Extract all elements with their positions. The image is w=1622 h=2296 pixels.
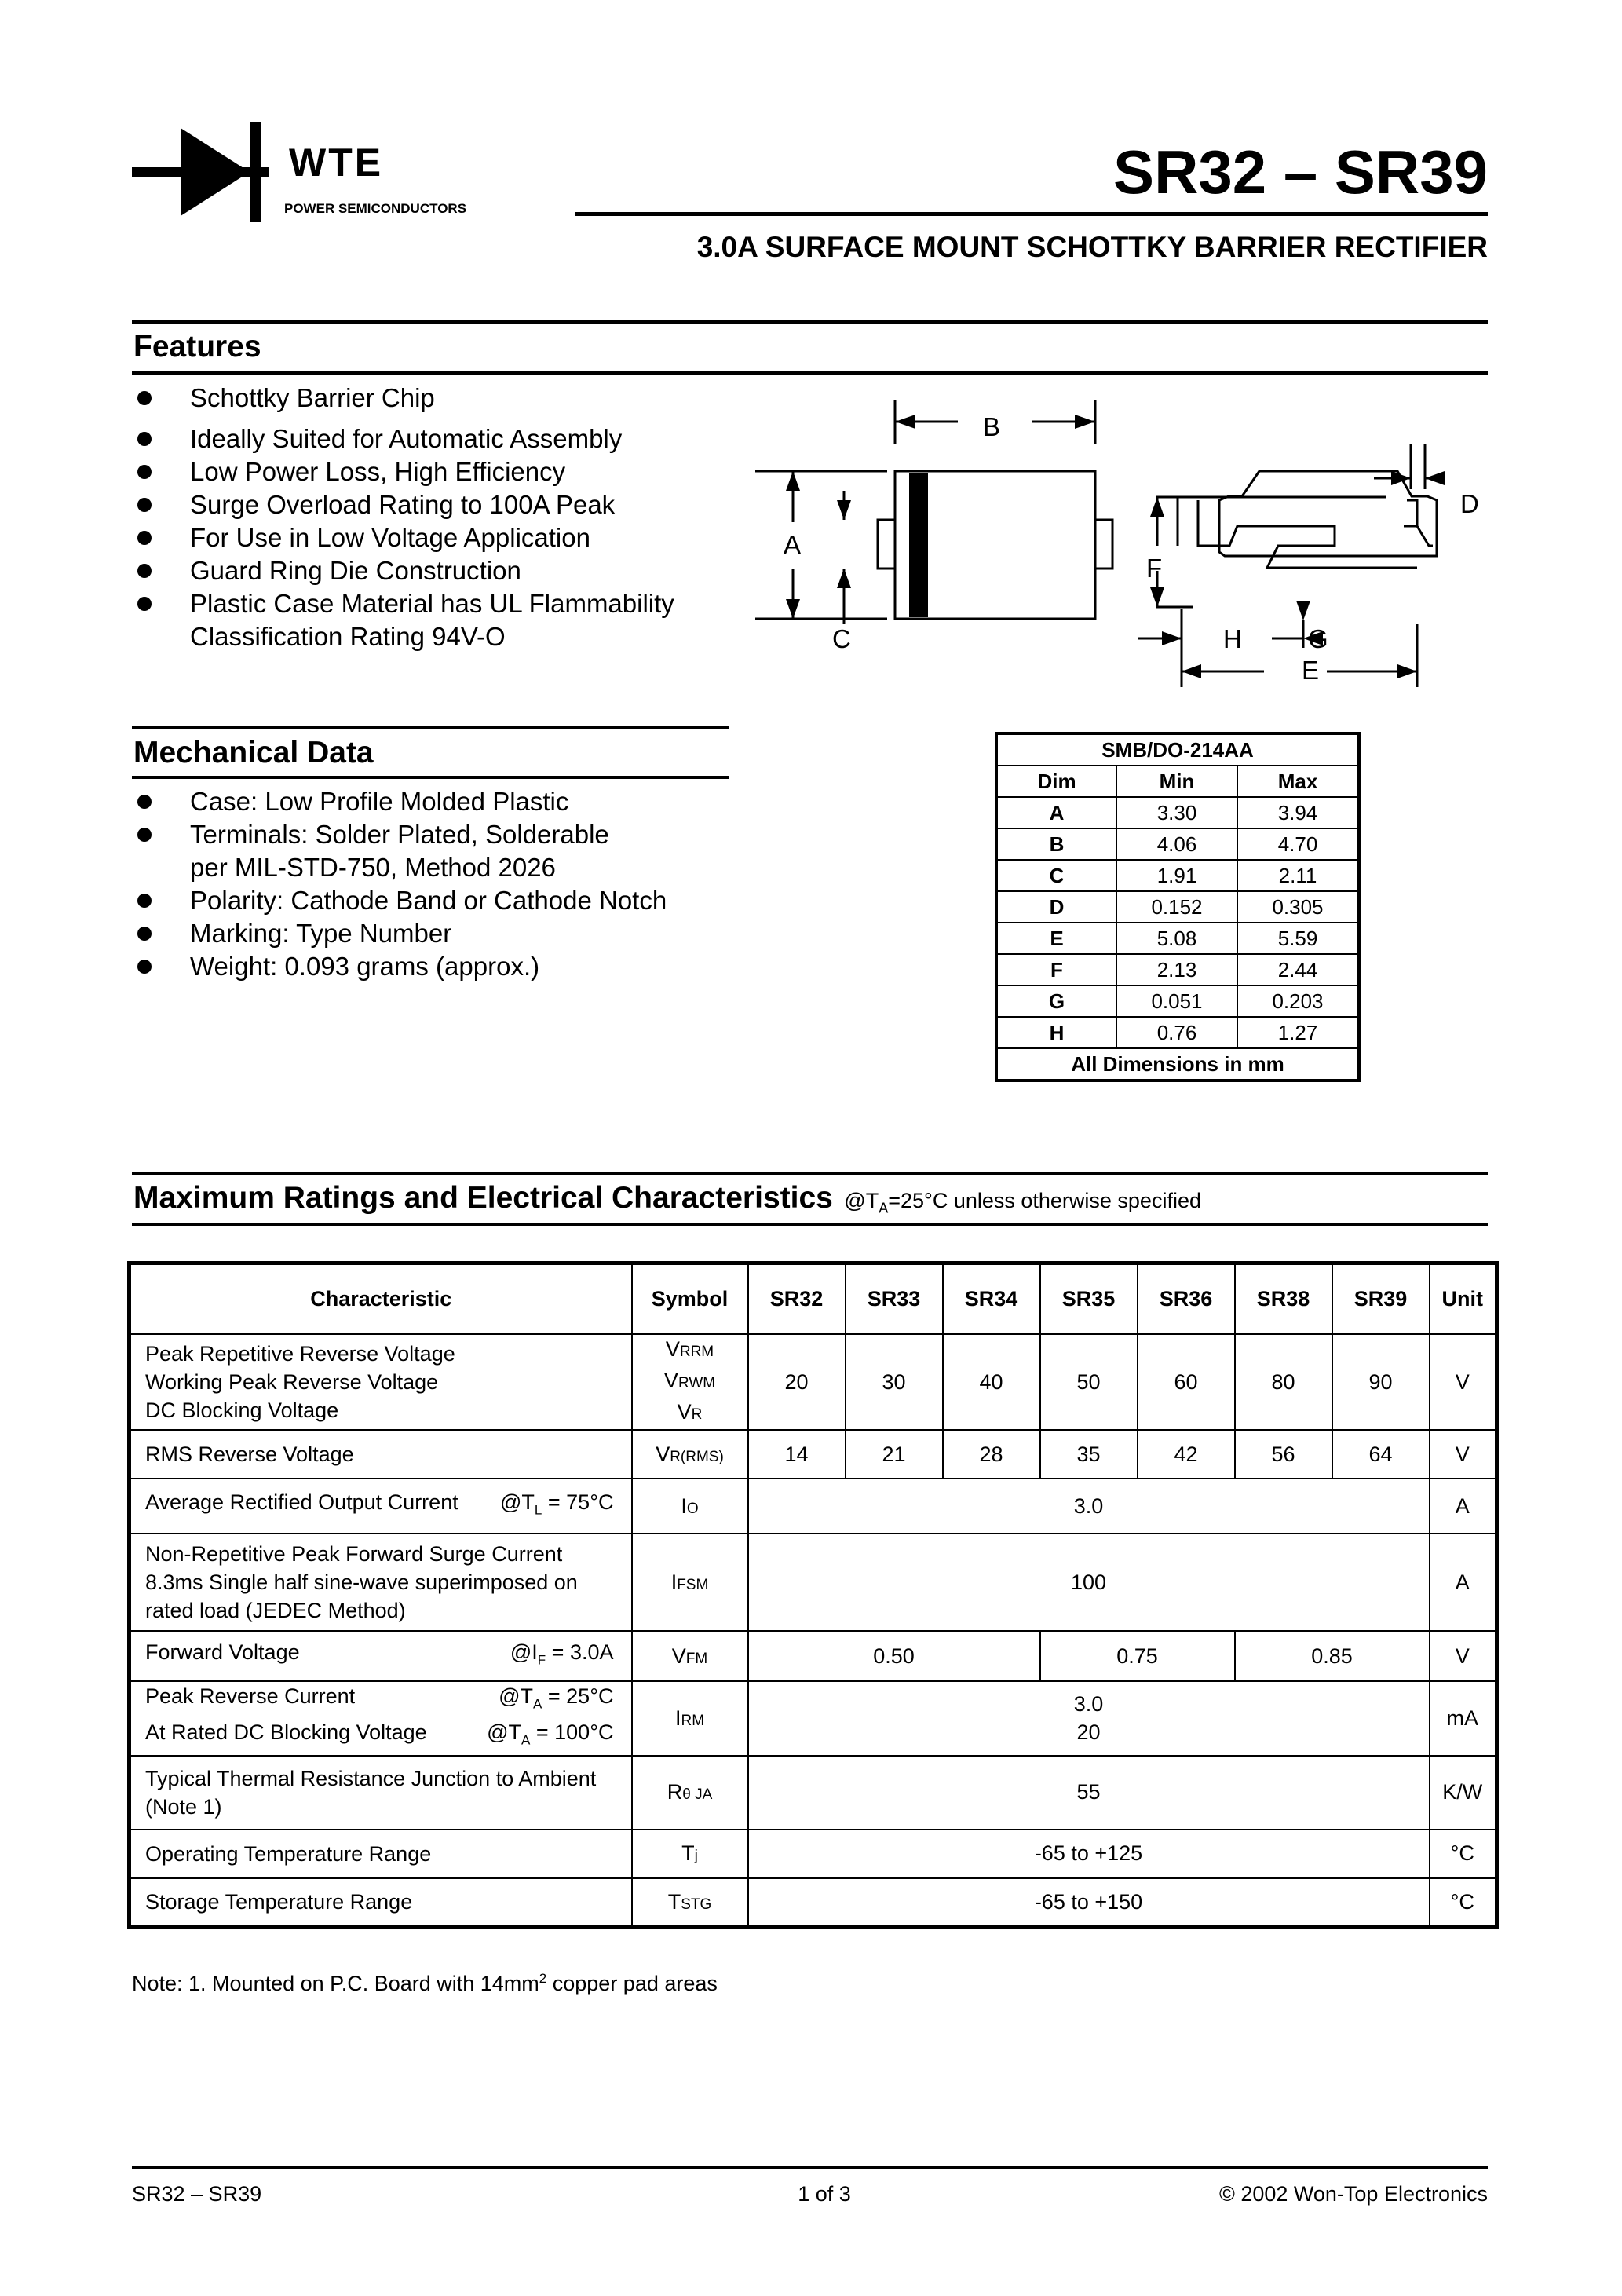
symbol-rth: Rθ JA	[632, 1756, 748, 1830]
dim-label-a: A	[784, 530, 802, 559]
header-part: SR36	[1138, 1263, 1235, 1335]
symbol-vfm: VFM	[632, 1631, 748, 1681]
mechanical-item: Weight: 0.093 grams (approx.)	[133, 950, 730, 983]
document-subtitle: 3.0A SURFACE MOUNT SCHOTTKY BARRIER RECTIFIER	[696, 231, 1488, 263]
dim-label-f: F	[1146, 554, 1163, 583]
dimension-table-package: SMB/DO-214AA	[996, 733, 1359, 766]
dimension-row: A 3.30 3.94	[996, 797, 1359, 828]
dimension-row: G 0.051 0.203	[996, 985, 1359, 1017]
mechanical-top-rule	[132, 726, 729, 729]
package-side-view	[1219, 471, 1437, 556]
logo-tagline: POWER SEMICONDUCTORS	[284, 201, 467, 216]
logo-wordmark: WTE	[289, 141, 384, 185]
dim-label-h: H	[1223, 624, 1242, 653]
mechanical-bottom-rule	[132, 776, 729, 779]
symbol-ifsm: IFSM	[632, 1534, 748, 1631]
feature-item: Ideally Suited for Automatic Assembly	[133, 422, 746, 455]
mechanical-item: Marking: Type Number	[133, 917, 730, 950]
dimension-table-footer: All Dimensions in mm	[996, 1048, 1359, 1080]
mechanical-list	[133, 785, 730, 983]
dimension-header-dim: Dim	[996, 766, 1116, 797]
cathode-band	[909, 473, 928, 617]
dimension-header-max: Max	[1237, 766, 1359, 797]
header-part: SR35	[1040, 1263, 1138, 1335]
header-symbol: Symbol	[632, 1263, 748, 1335]
ratings-heading	[133, 1181, 1201, 1216]
header-part: SR38	[1235, 1263, 1332, 1335]
header-part: SR34	[943, 1263, 1040, 1335]
footer-part-range: SR32 – SR39	[132, 2182, 262, 2206]
footer-page-number: 1 of 3	[798, 2182, 851, 2206]
mechanical-title: Mechanical Data	[133, 736, 374, 770]
dim-label-d: D	[1460, 489, 1479, 518]
ratings-header-row	[130, 1263, 1497, 1335]
ratings-table	[127, 1261, 1499, 1929]
row-average-rectified-current: Average Rectified Output Current $@T_L = 75^\circ C$ IO 3.0 A	[130, 1479, 1497, 1534]
feature-item: Plastic Case Material has UL Flammability Classification Rating 94V-O	[133, 587, 746, 653]
dimension-row: C 1.91 2.11	[996, 860, 1359, 891]
features-bottom-rule	[132, 371, 1488, 375]
header-part: SR39	[1332, 1263, 1430, 1335]
ratings-bottom-rule	[132, 1223, 1488, 1226]
package-outline-diagram	[754, 389, 1492, 711]
feature-item: For Use in Low Voltage Application	[133, 521, 746, 554]
dim-label-g: G	[1308, 624, 1328, 653]
feature-item: Guard Ring Die Construction	[133, 554, 746, 587]
dimension-row: B 4.06 4.70	[996, 828, 1359, 860]
dim-label-c: C	[832, 624, 851, 653]
symbol-vrms: VR(RMS)	[632, 1430, 748, 1479]
dim-label-b: B	[983, 412, 1001, 441]
row-operating-temperature: Operating Temperature Range Tj -65 to +125 °C	[130, 1830, 1497, 1878]
row-surge-current: Non-Repetitive Peak Forward Surge Current 8.3ms Single half sine-wave superimposed on rated load (JEDEC Method) IFSM 100 A	[130, 1534, 1497, 1631]
dimension-header-min: Min	[1116, 766, 1237, 797]
ratings-title: Maximum Ratings and Electrical Characteristics	[133, 1181, 833, 1215]
dim-label-e: E	[1302, 656, 1320, 685]
header-characteristic: Characteristic	[130, 1263, 632, 1335]
mechanical-item: Terminals: Solder Plated, Solderable per MIL-STD-750, Method 2026	[133, 818, 730, 884]
footer-copyright: © 2002 Won-Top Electronics	[1218, 2182, 1488, 2206]
feature-item: Low Power Loss, High Efficiency	[133, 455, 746, 488]
row-peak-reverse-voltage: Peak Repetitive Reverse Voltage Working Peak Reverse Voltage DC Blocking Voltage VRRM VRWM VR 20 30 40 50 60 80 90 V	[130, 1334, 1497, 1430]
feature-item: Surge Overload Rating to 100A Peak	[133, 488, 746, 521]
row-thermal-resistance: Typical Thermal Resistance Junction to Ambient (Note 1) Rθ JA 55 K/W	[130, 1756, 1497, 1830]
features-list	[133, 382, 746, 653]
ratings-condition: $@T_A=25^\circ C$ unless otherwise specified	[844, 1189, 1201, 1216]
row-rms-reverse-voltage: RMS Reverse Voltage VR(RMS) 14 21 28 35 42 56 64 V	[130, 1430, 1497, 1479]
dimension-row: D 0.152 0.305	[996, 891, 1359, 923]
symbol-vrrm: VRRM VRWM VR	[632, 1334, 748, 1430]
footer-rule	[132, 2166, 1488, 2169]
diode-logo-icon	[132, 122, 289, 224]
footnote: Note: 1. Mounted on P.C. Board with $14mm^2$ copper pad areas	[132, 1971, 718, 1995]
ratings-top-rule	[132, 1172, 1488, 1175]
header-unit: Unit	[1430, 1263, 1497, 1335]
row-storage-temperature: Storage Temperature Range TSTG -65 to +150 °C	[130, 1878, 1497, 1927]
dimension-row: E 5.08 5.59	[996, 923, 1359, 954]
symbol-irm: IRM	[632, 1681, 748, 1756]
feature-item: Schottky Barrier Chip	[133, 382, 746, 415]
dimension-row: H 0.76 1.27	[996, 1017, 1359, 1048]
dimension-table	[995, 732, 1361, 1082]
mechanical-item: Polarity: Cathode Band or Cathode Notch	[133, 884, 730, 917]
header-part: SR33	[846, 1263, 943, 1335]
features-title: Features	[133, 330, 261, 364]
symbol-tstg: TSTG	[632, 1878, 748, 1927]
header-part: SR32	[748, 1263, 846, 1335]
symbol-tj: Tj	[632, 1830, 748, 1878]
mechanical-item: Case: Low Profile Molded Plastic	[133, 785, 730, 818]
dimension-row: F 2.13 2.44	[996, 954, 1359, 985]
features-top-rule	[132, 320, 1488, 324]
row-forward-voltage: Forward Voltage $@I_F = 3.0A$ VFM 0.50 0.75 0.85 V	[130, 1631, 1497, 1681]
header-rule	[575, 212, 1488, 216]
part-range-title: SR32 – SR39	[1113, 137, 1488, 207]
row-peak-reverse-current: Peak Reverse Current $@T_A = 25^\circ C$ At Rated DC Blocking Voltage $@T_A = 100^\circ C$ IRM 3.0 20 mA	[130, 1681, 1497, 1756]
symbol-io: IO	[632, 1479, 748, 1534]
